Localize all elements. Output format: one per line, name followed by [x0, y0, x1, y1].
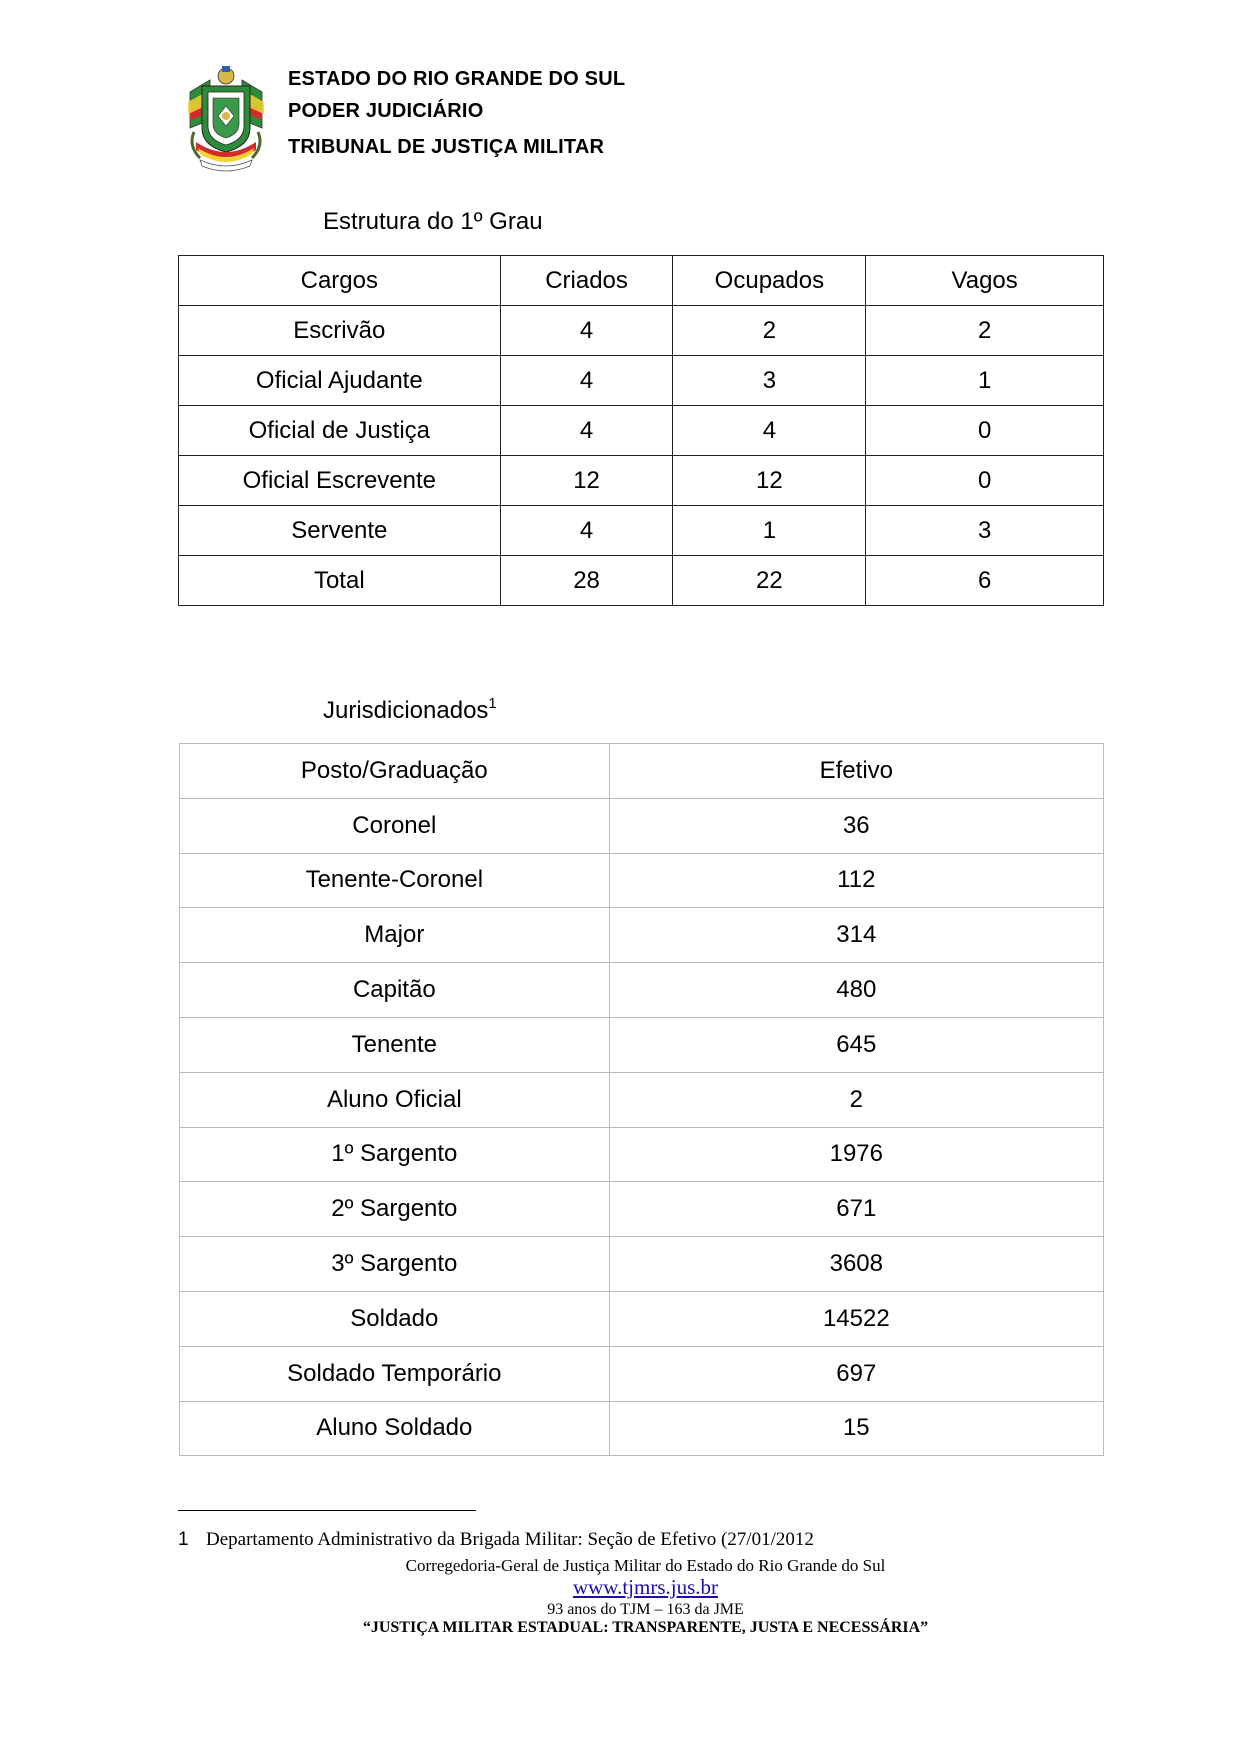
- table-cell: 3: [866, 506, 1104, 556]
- table-cell: 28: [500, 556, 673, 606]
- table-cell: 697: [609, 1346, 1103, 1401]
- table-cell: Tenente: [180, 1017, 610, 1072]
- footer-link: [0, 1575, 1241, 1600]
- table-row: [179, 456, 1104, 506]
- table-cell: Aluno Soldado: [180, 1401, 610, 1456]
- table-cell: 314: [609, 908, 1103, 963]
- table-cell: 0: [866, 406, 1104, 456]
- table-cell: Tenente-Coronel: [180, 853, 610, 908]
- table-cell: 480: [609, 963, 1103, 1018]
- footer-anniversary: 93 anos do TJM – 163 da JME: [547, 1601, 744, 1618]
- table-row: [180, 1017, 1104, 1072]
- table-cell: 4: [500, 406, 673, 456]
- header-branch: PODER JUDICIÁRIO: [288, 100, 484, 122]
- table-cell: 1976: [609, 1127, 1103, 1182]
- footnote-number: 1: [178, 1529, 189, 1550]
- table-row: [179, 406, 1104, 456]
- table-row: [180, 1346, 1104, 1401]
- table-cell: 0: [866, 456, 1104, 506]
- table-row: [180, 1237, 1104, 1292]
- header-state: ESTADO DO RIO GRANDE DO SUL: [288, 68, 626, 90]
- table-row: [180, 798, 1104, 853]
- table-cell: 15: [609, 1401, 1103, 1456]
- table-row: [180, 1127, 1104, 1182]
- table-cell: 3: [673, 356, 866, 406]
- table-cell: 1º Sargento: [180, 1127, 610, 1182]
- column-header: Cargos: [179, 256, 501, 306]
- table-cell: Capitão: [180, 963, 610, 1018]
- table-cell: 4: [500, 306, 673, 356]
- footer-institution: Corregedoria-Geral de Justiça Militar do Estado do Rio Grande do Sul: [405, 1556, 886, 1575]
- table-cell: Servente: [179, 506, 501, 556]
- column-header: Ocupados: [673, 256, 866, 306]
- table-cell: 1: [673, 506, 866, 556]
- table-cell: 671: [609, 1182, 1103, 1237]
- header-court: TRIBUNAL DE JUSTIÇA MILITAR: [288, 136, 605, 158]
- table-cell: 4: [500, 506, 673, 556]
- table-row: [179, 556, 1104, 606]
- website-link[interactable]: www.tjmrs.jus.br: [572, 1575, 719, 1599]
- table-cell: Soldado Temporário: [180, 1346, 610, 1401]
- table-cell: Total: [179, 556, 501, 606]
- table-cell: 2º Sargento: [180, 1182, 610, 1237]
- header-row: [180, 744, 1104, 799]
- table-cell: 2: [673, 306, 866, 356]
- table-cell: 36: [609, 798, 1103, 853]
- table-row: [180, 963, 1104, 1018]
- state-coat-of-arms-icon: [180, 62, 272, 174]
- column-header: Criados: [500, 256, 673, 306]
- table-cell: 1: [866, 356, 1104, 406]
- table-cell: 12: [500, 456, 673, 506]
- table-row: [179, 356, 1104, 406]
- table-row: [180, 908, 1104, 963]
- table-cell: 112: [609, 853, 1103, 908]
- column-header: Efetivo: [609, 744, 1103, 799]
- jurisdicionados-title: [323, 695, 497, 725]
- table-row: [180, 1072, 1104, 1127]
- table-cell: 3º Sargento: [180, 1237, 610, 1292]
- footnote: [178, 1529, 814, 1551]
- column-header: Posto/Graduação: [180, 744, 610, 799]
- table-cell: 12: [673, 456, 866, 506]
- table-cell: 6: [866, 556, 1104, 606]
- footnote-ref[interactable]: 1: [488, 695, 497, 712]
- header-row: [179, 256, 1104, 306]
- table-cell: Aluno Oficial: [180, 1072, 610, 1127]
- table-row: [180, 853, 1104, 908]
- jurisdicionados-table: [179, 743, 1104, 1456]
- table-row: [180, 1291, 1104, 1346]
- table-cell: 4: [500, 356, 673, 406]
- table-cell: 645: [609, 1017, 1103, 1072]
- table-cell: Major: [180, 908, 610, 963]
- table-row: [179, 306, 1104, 356]
- table-cell: 2: [866, 306, 1104, 356]
- table-cell: 22: [673, 556, 866, 606]
- table-cell: 2: [609, 1072, 1103, 1127]
- estrutura-table: [178, 255, 1104, 606]
- table-row: [180, 1401, 1104, 1456]
- table-row: [180, 1182, 1104, 1237]
- table-cell: Soldado: [180, 1291, 610, 1346]
- table-cell: Coronel: [180, 798, 610, 853]
- table-cell: Escrivão: [179, 306, 501, 356]
- column-header: Vagos: [866, 256, 1104, 306]
- table-cell: Oficial Escrevente: [179, 456, 501, 506]
- footnote-text: Departamento Administrativo da Brigada Militar: Seção de Efetivo (27/01/2012: [206, 1529, 814, 1550]
- jurisdicionados-title-text: Jurisdicionados: [323, 697, 489, 724]
- footer-motto: “JUSTIÇA MILITAR ESTADUAL: TRANSPARENTE, JUSTA E NECESSÁRIA”: [362, 1619, 929, 1636]
- table-cell: 4: [673, 406, 866, 456]
- table-cell: 3608: [609, 1237, 1103, 1292]
- table-row: [179, 506, 1104, 556]
- table-cell: Oficial de Justiça: [179, 406, 501, 456]
- footnote-separator: [178, 1510, 476, 1511]
- table-cell: 14522: [609, 1291, 1103, 1346]
- estrutura-title: Estrutura do 1º Grau: [323, 208, 543, 235]
- table-cell: Oficial Ajudante: [179, 356, 501, 406]
